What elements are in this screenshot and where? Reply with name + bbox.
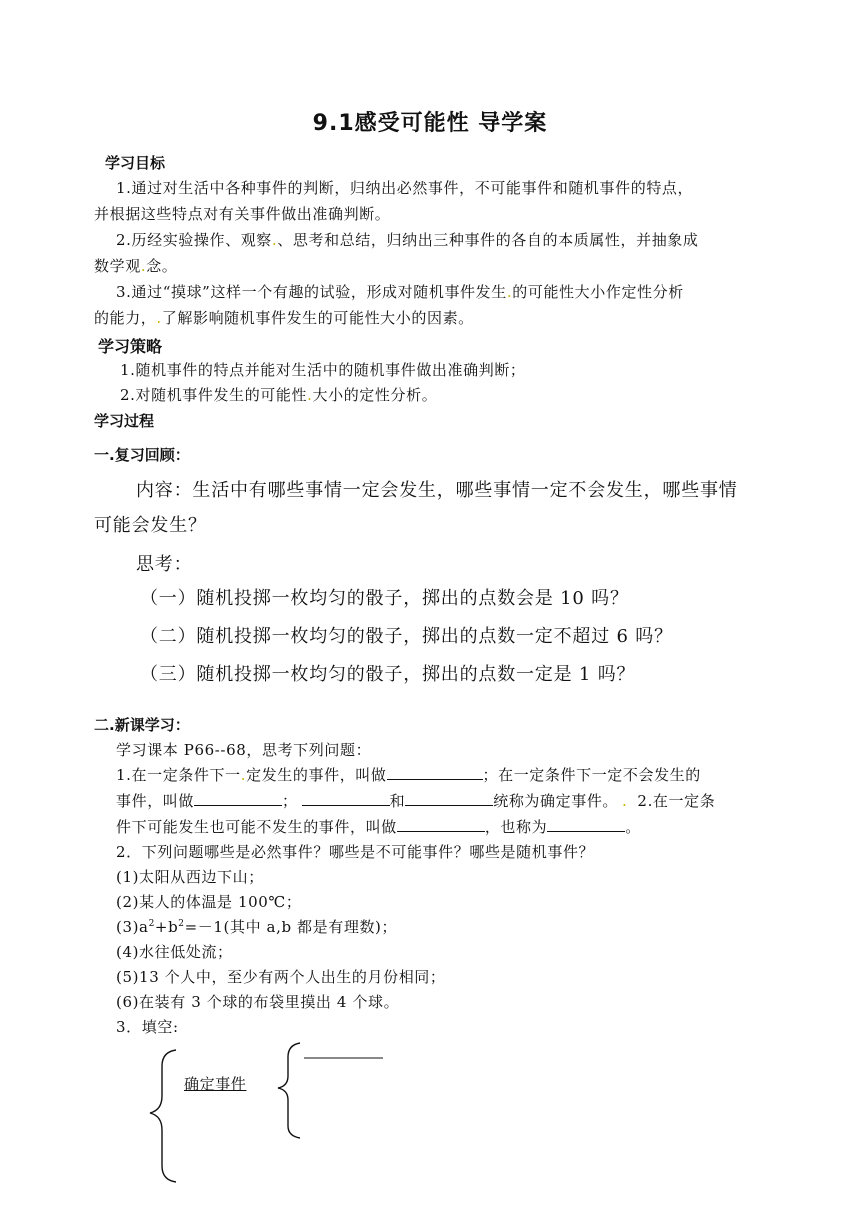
event-item-4: (4)水往低处流； (116, 943, 233, 961)
event-text: +b (154, 918, 179, 936)
event-item-2: (2)某人的体温是 100℃； (116, 893, 302, 911)
review-content-line-1: 内容：生活中有哪些事情一定会发生，哪些事情一定不会发生，哪些事情 (136, 480, 738, 501)
question-3-heading: 3．填空: (116, 1018, 179, 1036)
fill-text: 和 (389, 792, 406, 810)
fill-text: 定发生的事件，叫做 (246, 766, 387, 784)
determined-event-label: 确定事件 (184, 1075, 247, 1093)
goal-text: 数学观 (94, 257, 141, 275)
outer-brace (150, 1050, 176, 1182)
page-title: 9.1感受可能性 导学案 (312, 111, 548, 136)
review-heading: 一.复习回顾： (94, 446, 190, 464)
goal-text: 3.通过“摸球”这样一个有趣的试验，形成对随机事件发 (116, 283, 492, 301)
fill-text: ，也称为 (484, 818, 548, 836)
marker: . (156, 309, 162, 327)
think-question-3: （三）随机投掷一枚均匀的骰子，掷出的点数一定是 1 吗？ (140, 664, 636, 685)
goal-text: 、思考和总结，归纳出三种事件的各自的本质属性，并抽象成 (277, 231, 699, 249)
think-label: 思考： (136, 554, 193, 575)
event-item-6: (6)在装有 3 个球的布袋里摸出 4 个球。 (116, 993, 400, 1011)
event-item-5: (5)13 个人中，至少有两个人出生的月份相同； (116, 968, 446, 986)
goal-line-2: 并根据这些特点对有关事件做出准确判断。 (94, 205, 391, 223)
goals-heading: 学习目标 (105, 154, 166, 172)
fill-text: 1.在一定条件下一 (116, 766, 241, 784)
strategy-heading: 学习策略 (98, 337, 163, 356)
think-question-1: （一）随机投掷一枚均匀的骰子，掷出的点数会是 10 吗？ (140, 588, 629, 609)
question-2-heading: 2．下列问题哪些是必然事件？哪些是不可能事件？哪些是随机事件？ (116, 843, 595, 861)
marker: . (271, 231, 278, 249)
inner-brace (278, 1043, 300, 1138)
marker: . (307, 386, 313, 404)
goal-text: 念。 (146, 257, 178, 275)
exponent: 2 (148, 919, 155, 929)
fill-text: ； (282, 792, 298, 810)
strategy-text: 2.对随机事件发生的可能性 (120, 386, 308, 404)
exponent: 2 (178, 919, 185, 929)
goal-text: 的能力， (94, 309, 157, 327)
new-lesson-heading: 二.新课学习： (94, 716, 190, 734)
event-item-1: (1)太阳从西边下山； (116, 868, 264, 886)
process-heading: 学习过程 (94, 412, 155, 430)
think-question-2: （二）随机投掷一枚均匀的骰子，掷出的点数一定不超过 6 吗？ (140, 626, 673, 647)
goal-text: 了解影响随机事件发生的可能性大小的因素。 (161, 309, 474, 327)
goal-text: 2.历经实验操作、观察 (116, 231, 272, 249)
marker: . (140, 257, 147, 275)
fill-text: 。 (625, 818, 641, 836)
goal-text: 的可能性大小作定性分析 (512, 283, 684, 301)
strategy-text: 大小的定性分析。 (312, 386, 438, 404)
strategy-item-1: 1.随机事件的特点并能对生活中的随机事件做出准确判断； (120, 361, 526, 379)
new-lesson-intro: 学习课本 P66--68，思考下列问题： (116, 741, 372, 759)
event-text: (3)a (116, 918, 149, 936)
goal-text: 生 (491, 283, 507, 301)
fill-text: 事件，叫做 (116, 792, 195, 810)
marker: . (506, 283, 513, 301)
marker: . (240, 766, 247, 784)
fill-text: ；在一定条件下一定不会发生的 (482, 766, 701, 784)
fill-text: 件下可能发生也可能不发生的事件，叫做 (116, 818, 397, 836)
goal-line-1: 1.通过对生活中各种事件的判断，归纳出必然事件，不可能事件和随机事件的特点， (116, 179, 694, 197)
review-content-line-2: 可能会发生？ (94, 515, 207, 536)
fill-text: 2.在一定条 (637, 792, 716, 810)
marker: . (622, 792, 628, 810)
fill-text: 统称为确定事件。 (493, 792, 619, 810)
event-text: =－1(其中 a,b 都是有理数)； (184, 918, 398, 936)
